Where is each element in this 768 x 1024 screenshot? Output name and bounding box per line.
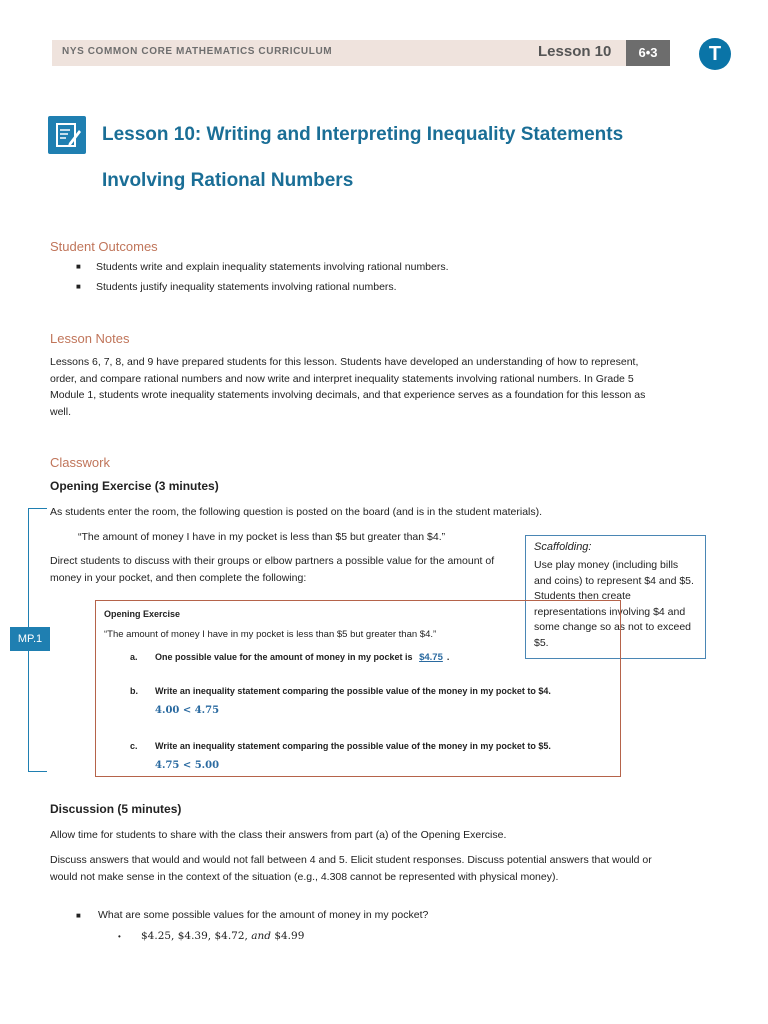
student-outcomes-heading: Student Outcomes [50, 239, 158, 254]
classwork-quote: “The amount of money I have in my pocket is less than $5 but greater than $4.” [78, 531, 446, 543]
outcome-item: Students write and explain inequality statements involving rational numbers. [96, 261, 449, 273]
lesson-label: Lesson 10 [538, 43, 612, 60]
discussion-heading: Discussion (5 minutes) [50, 802, 182, 816]
grade-module-badge: 6•3 [626, 40, 670, 66]
answer-and: and [251, 930, 271, 942]
classwork-para-1: As students enter the room, the following question is posted on the board (and is in the student materials). [50, 506, 543, 518]
classwork-heading: Classwork [50, 455, 110, 470]
part-a-prompt: One possible value for the amount of money in my pocket is [155, 652, 413, 662]
part-b-label: b. [130, 686, 138, 696]
discussion-para-2: Discuss answers that would and would not fall between 4 and 5. Elicit student responses. Discuss potential answers that would or would not make sense in the context of the situation (e.g., 4.308 cannot be represented with physical money). [50, 854, 652, 883]
answer-last: $4.99 [274, 930, 305, 942]
lesson-notepad-icon [48, 116, 86, 154]
page-title-line-1: Lesson 10: Writing and Interpreting Inequality Statements [102, 124, 624, 145]
bullet-icon: ■ [76, 262, 81, 271]
lesson-notes-heading: Lesson Notes [50, 331, 130, 346]
scaffolding-text: Use play money (including bills and coins) to represent $4 and $5. Students then create representations involving $4 and some change so as not to exceed $5. [534, 559, 694, 649]
part-c-label: c. [130, 741, 138, 751]
part-a-text: One possible value for the amount of money in my pocket is $4.75 . [155, 652, 450, 663]
bullet-icon: ■ [76, 911, 81, 920]
exercise-title: Opening Exercise [104, 609, 181, 619]
discussion-answer [141, 930, 304, 942]
discussion-para-1: Allow time for students to share with the class their answers from part (a) of the Opening Exercise. [50, 829, 507, 841]
curriculum-label: NYS COMMON CORE MATHEMATICS CURRICULUM [62, 46, 333, 57]
bullet-icon: ■ [76, 282, 81, 291]
part-a-answer: $4.75 [419, 652, 443, 663]
part-c-answer: 4.75 < 5.00 [155, 760, 220, 771]
part-b-text: Write an inequality statement comparing the possible value of the money in my pocket to $4. [155, 686, 551, 696]
classwork-para-2: Direct students to discuss with their groups or elbow partners a possible value for the amount of money in your pocket, and then complete the following: [50, 555, 495, 584]
part-b-answer: 4.00 < 4.75 [155, 705, 220, 716]
lesson-notes-text: Lessons 6, 7, 8, and 9 have prepared students for this lesson. Students have developed an understanding of how to represent, order, and compare rational numbers and now write and interpret inequality statements involving rational numbers. In Grade 5 Module 1, students wrote inequality statements involving decimals, and that experience serves as a foundation for this lesson as well. [50, 356, 646, 418]
part-a-label: a. [130, 652, 138, 662]
answer-values: $4.25, $4.39, $4.72, [141, 930, 248, 942]
exercise-quote: “The amount of money I have in my pocket is less than $5 but greater than $4.” [104, 629, 437, 640]
scaffolding-title: Scaffolding: [534, 541, 592, 553]
sub-bullet-icon: • [118, 932, 121, 941]
part-c-text: Write an inequality statement comparing the possible value of the money in my pocket to $5. [155, 741, 551, 751]
teacher-badge: T [699, 38, 731, 70]
mp-label: MP.1 [10, 627, 50, 651]
outcome-item: Students justify inequality statements involving rational numbers. [96, 281, 397, 293]
opening-exercise-heading: Opening Exercise (3 minutes) [50, 479, 219, 493]
discussion-question: What are some possible values for the amount of money in my pocket? [98, 909, 429, 921]
page-title-line-2: Involving Rational Numbers [102, 170, 354, 191]
